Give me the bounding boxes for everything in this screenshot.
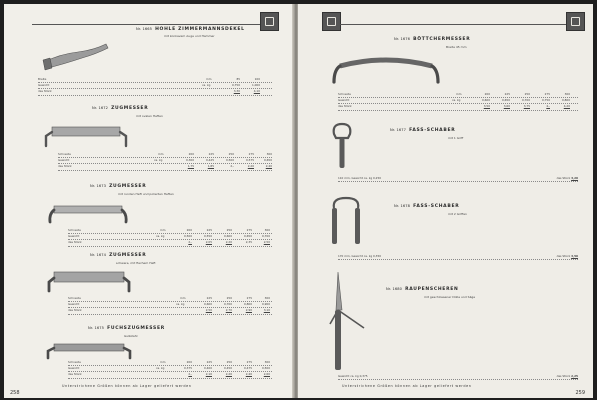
cell: 4,- (546, 104, 550, 109)
cell: 250 (524, 92, 530, 96)
cell: 0,650 (263, 158, 272, 163)
cell: 2,40 (245, 372, 252, 377)
price-label: das Stück (556, 176, 571, 180)
item-title: ZUGMESSER (109, 253, 147, 258)
header-rule (340, 24, 568, 25)
cell: 0,800 (243, 302, 252, 307)
cell: 2,- (188, 372, 192, 377)
cell: 0,900 (261, 302, 270, 307)
price-value: 3,50 (571, 254, 578, 258)
item-heading (90, 253, 146, 258)
item-number: Nr. 1678 (394, 204, 411, 208)
price-value: 3,20 (571, 176, 578, 180)
cell: 275 (246, 360, 252, 364)
row-unit: mm (180, 296, 186, 300)
cell: 250 (228, 152, 234, 156)
cell: 275 (544, 92, 550, 96)
spec-text: Gewicht ca. kg 0,375 (338, 374, 368, 378)
spec-line (338, 374, 578, 380)
cell: 1,85 (207, 164, 214, 169)
row-unit: mm (456, 92, 462, 96)
cell: 2,60 (263, 372, 270, 377)
item-heading (90, 184, 146, 189)
row-label: Schneide (68, 228, 81, 232)
drawknife-illustration (44, 339, 134, 361)
cell: 0,750 (231, 83, 240, 88)
cell: 0,600 (203, 302, 212, 307)
cell: 0,700 (521, 98, 530, 103)
cell: 2,35 (245, 240, 252, 245)
item-subtitle: Breite 45 mm (446, 45, 467, 49)
price-label: das Stück (556, 374, 571, 378)
cell: 2,20 (225, 240, 232, 245)
item-number: Nr. 1674 (90, 253, 107, 257)
spec-table (68, 228, 272, 247)
item-subtitle: mit runden Heft und polierten Heften (118, 192, 174, 196)
cell: 0,500 (225, 158, 234, 163)
cell: 0,300 (185, 158, 194, 163)
row-label: das Stück (68, 308, 82, 313)
item-heading (394, 37, 470, 42)
cell: 2,40 (265, 164, 272, 169)
cell: 0,600 (481, 98, 490, 103)
spec-table (38, 77, 272, 96)
price-value: 2,25 (571, 374, 578, 378)
page-number: 258 (10, 390, 20, 396)
cell: 225 (206, 360, 212, 364)
item-number: Nr. 1672 (92, 106, 109, 110)
row-label: Schneide (68, 360, 81, 364)
cell: 0,450 (223, 366, 232, 371)
cell: 0,700 (261, 234, 270, 239)
cell: 0,500 (261, 366, 270, 371)
cell: 3,50 (483, 104, 490, 109)
cell: 275 (246, 228, 252, 232)
cell: 200 (186, 360, 192, 364)
row-unit: mm (158, 152, 164, 156)
cell: 2,50 (263, 240, 270, 245)
barrel-scraper-illustration (326, 194, 366, 250)
cell: 2,90 (245, 308, 252, 313)
cell: 4,10 (253, 89, 260, 94)
item-subtitle: mit 1 Griff (448, 136, 464, 140)
cell: 0,650 (243, 234, 252, 239)
drawknife-illustration (42, 122, 132, 148)
company-logo-icon (322, 12, 341, 31)
right-page (298, 4, 593, 398)
row-unit: mm (206, 77, 212, 81)
cell: 2,70 (225, 308, 232, 313)
spec-table (68, 296, 272, 315)
row-unit: ca. kg (452, 98, 461, 103)
item-number: Nr. 1675 (88, 326, 105, 330)
row-label: Gewicht (68, 302, 80, 307)
barrel-scraper-illustration (328, 120, 358, 172)
company-logo-icon (260, 12, 279, 31)
row-label: Gewicht (38, 83, 50, 88)
row-unit: mm (160, 360, 166, 364)
spec-table (68, 360, 272, 379)
row-label: Schneide (58, 152, 71, 156)
row-unit: ca. kg (176, 302, 185, 307)
item-title: HOHLE ZIMMERMANNSDEKEL (155, 27, 245, 32)
cell: 2,- (230, 164, 234, 169)
cell: 300 (264, 296, 270, 300)
cell: 3,75 (523, 104, 530, 109)
item-heading (92, 106, 148, 111)
item-subtitle: mit konkavem Auge und Hammer (164, 34, 215, 38)
item-number: Nr. 1680 (386, 287, 403, 291)
row-unit: ca. kg (156, 366, 165, 371)
cell: 225 (206, 228, 212, 232)
item-subtitle: schwere, mit flachem Heft (116, 261, 156, 265)
cell: 225 (206, 296, 212, 300)
item-heading (394, 204, 459, 209)
price (557, 374, 578, 378)
page-footer: Unterstrichene Größen können ab Lager geliefert werden (342, 384, 472, 388)
item-title: FASS-SCHABER (413, 204, 460, 209)
item-title: RAUPENSCHEREN (405, 287, 459, 292)
row-label: Schneide (338, 92, 351, 96)
cell: 275 (248, 152, 254, 156)
row-label: Gewicht (68, 366, 80, 371)
cell: 100 (254, 77, 260, 81)
price (557, 176, 578, 180)
item-heading (390, 128, 455, 133)
item-heading (88, 326, 165, 331)
company-logo-icon (566, 12, 585, 31)
item-subtitle: mit ovalen Heften (136, 114, 163, 118)
cell: 1,000 (251, 83, 260, 88)
row-label: das Stück (68, 240, 82, 245)
pruning-shears-illustration (324, 270, 374, 374)
spec-table (58, 152, 272, 171)
row-label: Gewicht (58, 158, 70, 163)
header-rule (32, 24, 260, 25)
cell: 250 (226, 228, 232, 232)
item-subtitle: mit geschlossener Dülle und Säge (424, 295, 476, 299)
item-heading (386, 287, 458, 292)
row-label: Schneide (68, 296, 81, 300)
cell: 0,550 (203, 234, 212, 239)
cell: 300 (564, 92, 570, 96)
cell: 0,575 (245, 158, 254, 163)
cell: 3,30 (233, 89, 240, 94)
cooper-knife-illustration (326, 52, 446, 86)
item-title: FASS-SCHABER (409, 128, 456, 133)
cell: 2,20 (247, 164, 254, 169)
item-number: Nr. 1676 (394, 37, 411, 41)
item-subtitle: Gußstahl (124, 334, 138, 338)
item-title: ZUGMESSER (109, 184, 147, 189)
cell: 0,650 (501, 98, 510, 103)
page-number: 259 (575, 390, 585, 396)
adze-illustration (40, 42, 110, 72)
item-number: Nr. 1677 (390, 128, 407, 132)
item-title: FUCHSZUGMESSER (107, 326, 165, 331)
row-label: Breite (38, 77, 47, 81)
cell: 2,10 (205, 372, 212, 377)
item-number: Nr. 1673 (90, 184, 107, 188)
cell: 4,20 (563, 104, 570, 109)
spec-line (338, 254, 578, 260)
cell: 0,375 (183, 366, 192, 371)
cell: 0,425 (205, 158, 214, 163)
cell: 0,700 (223, 302, 232, 307)
cell: 0,800 (561, 98, 570, 103)
spec-text: 110 mm, Gewicht ca. kg 0,250 (338, 176, 382, 180)
cell: 200 (484, 92, 490, 96)
item-title: ZUGMESSER (111, 106, 149, 111)
cell: 0,400 (203, 366, 212, 371)
cell: 3,60 (503, 104, 510, 109)
item-subtitle: mit 2 Griffen (448, 212, 467, 216)
spec-text: 170 mm, Gewicht ca. kg 0,350 (338, 254, 382, 258)
row-label: das Stück (38, 89, 52, 94)
cell: 2,50 (205, 308, 212, 313)
spec-table (338, 92, 578, 111)
page-footer: Unterstrichene Größen können ab Lager geliefert werden (62, 384, 192, 388)
price-label: das Stück (556, 254, 571, 258)
cell: 0,475 (243, 366, 252, 371)
row-label: das Stück (58, 164, 72, 169)
cell: 225 (208, 152, 214, 156)
cell: 250 (226, 360, 232, 364)
item-number: Nr. 1665 (136, 27, 153, 31)
item-heading (136, 27, 245, 32)
cell: 0,750 (541, 98, 550, 103)
cell: 200 (188, 152, 194, 156)
cell: 300 (264, 360, 270, 364)
drawknife-illustration (44, 268, 134, 294)
row-unit: ca. kg (156, 234, 165, 239)
row-label: Gewicht (68, 234, 80, 239)
drawknife-illustration (44, 200, 134, 226)
left-page (4, 4, 294, 398)
cell: 2,05 (205, 240, 212, 245)
row-label: Gewicht (338, 98, 350, 103)
spec-line (338, 176, 578, 182)
cell: 3,10 (263, 308, 270, 313)
cell: 2,- (188, 240, 192, 245)
price (557, 254, 578, 258)
cell: 300 (266, 152, 272, 156)
row-unit: mm (160, 228, 166, 232)
cell: 2,20 (225, 372, 232, 377)
cell: 0,500 (183, 234, 192, 239)
cell: 1,75 (187, 164, 194, 169)
cell: 225 (504, 92, 510, 96)
row-unit: ca. kg (202, 83, 211, 88)
cell: 200 (186, 228, 192, 232)
item-title: BÖTTCHERMESSER (413, 37, 471, 42)
cell: 275 (246, 296, 252, 300)
row-label: das Stück (338, 104, 352, 109)
row-label: das Stück (68, 372, 82, 377)
cell: 300 (264, 228, 270, 232)
row-unit: ca. kg (154, 158, 163, 163)
cell: 250 (226, 296, 232, 300)
cell: 0,600 (223, 234, 232, 239)
cell: 85 (236, 77, 240, 81)
